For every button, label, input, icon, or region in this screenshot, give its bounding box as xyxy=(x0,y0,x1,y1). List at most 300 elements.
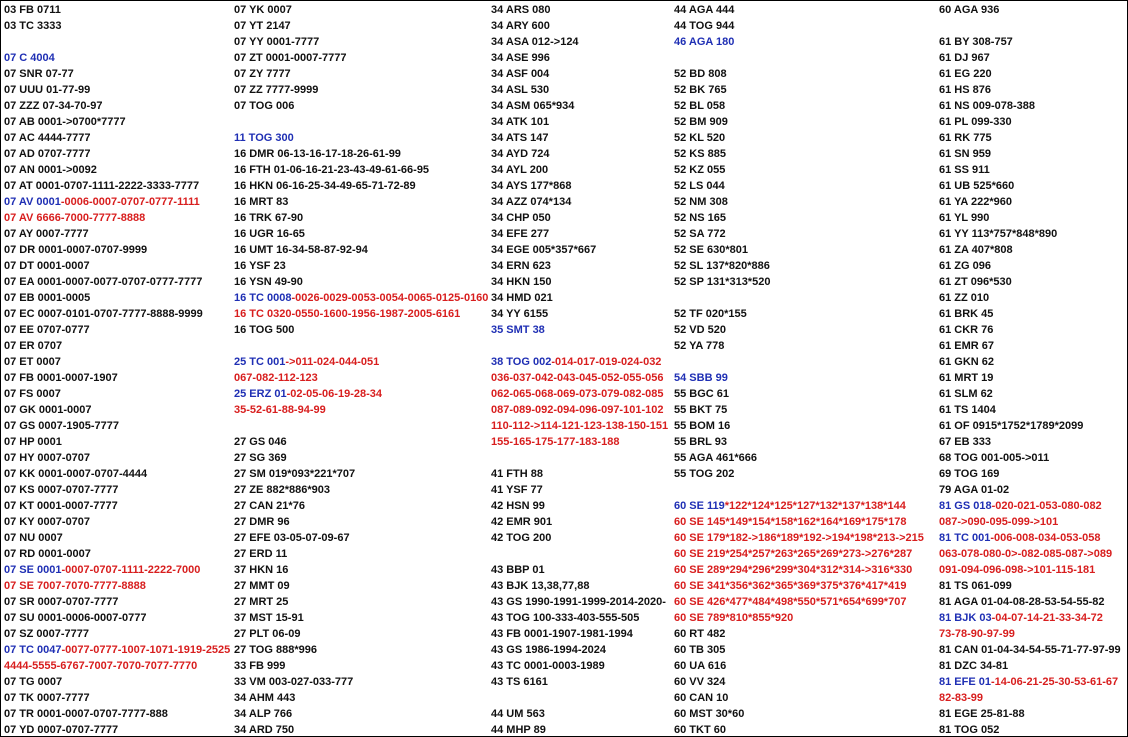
plate-entry xyxy=(491,226,668,242)
plate-entry xyxy=(4,386,230,402)
entry-text: 07 SZ 0007-7777 xyxy=(4,628,90,640)
plate-entry xyxy=(939,418,1121,434)
entry-text: 07 UUU 01-77-99 xyxy=(4,84,91,96)
entry-text: 27 MMT 09 xyxy=(234,580,290,592)
entry-text-red: -04-07-14-21-33-34-72 xyxy=(991,612,1103,624)
plate-entry xyxy=(939,338,1121,354)
entry-text-red: 110-112->114-121-123-138-150-151 xyxy=(491,420,669,432)
plate-entry xyxy=(4,658,230,674)
entry-text: 07 KS 0007-0707-7777 xyxy=(4,484,119,496)
entry-text: 67 EB 333 xyxy=(939,436,991,448)
entry-text-blue: 81 GS 018 xyxy=(939,500,992,512)
plate-entry xyxy=(939,34,1121,50)
plate-entry xyxy=(674,418,924,434)
plate-entry xyxy=(4,338,230,354)
plate-entry xyxy=(234,610,488,626)
entry-text: 60 CAN 10 xyxy=(674,692,729,704)
entry-text: 81 TOG 052 xyxy=(939,724,1000,736)
entry-text: 07 HP 0001 xyxy=(4,436,62,448)
entry-text: 07 FS 0007 xyxy=(4,388,61,400)
plate-entry xyxy=(234,690,488,706)
plate-entry xyxy=(674,402,924,418)
plate-entry xyxy=(4,626,230,642)
entry-text-blue: 81 BJK 03 xyxy=(939,612,992,624)
plate-entry xyxy=(674,210,924,226)
plate-entry xyxy=(234,2,488,18)
entry-text: 43 TS 6161 xyxy=(491,676,548,688)
entry-text-blue: 81 EFE 01 xyxy=(939,676,991,688)
entry-text: 69 TOG 169 xyxy=(939,468,1000,480)
entry-text-red: 60 SE 289*294*296*299*304*312*314->316*330 xyxy=(674,564,913,576)
entry-text: 81 CAN 01-04-34-54-55-71-77-97-99 xyxy=(939,644,1121,656)
entry-text: 27 CAN 21*76 xyxy=(234,500,305,512)
plate-entry xyxy=(491,2,668,18)
entry-text-red: 73-78-90-97-99 xyxy=(939,628,1015,640)
plate-entry xyxy=(491,354,668,370)
entry-text-red: 063-078-080-0>-082-085-087->089 xyxy=(939,548,1113,560)
entry-text: 07 YT 2147 xyxy=(234,20,291,32)
plate-entry xyxy=(491,594,668,610)
entry-text: 52 BD 808 xyxy=(674,68,727,80)
plate-entry xyxy=(4,610,230,626)
plate-entry xyxy=(234,98,488,114)
plate-entry xyxy=(939,258,1121,274)
plate-entry xyxy=(939,178,1121,194)
plate-entry xyxy=(491,658,668,674)
plate-entry xyxy=(939,66,1121,82)
plate-entry xyxy=(491,194,668,210)
entry-text: 34 ASM 065*934 xyxy=(491,100,575,112)
plate-entry xyxy=(491,706,668,722)
plate-entry xyxy=(674,690,924,706)
entry-text: 07 ZZZ 07-34-70-97 xyxy=(4,100,103,112)
entry-text: 43 GS 1990-1991-1999-2014-2020- xyxy=(491,596,666,608)
plate-entry xyxy=(939,50,1121,66)
plate-entry xyxy=(939,674,1121,690)
plate-entry xyxy=(939,450,1121,466)
plate-entry xyxy=(234,210,488,226)
entry-text: 34 CHP 050 xyxy=(491,212,551,224)
plate-entry xyxy=(234,386,488,402)
plate-entry xyxy=(939,722,1121,737)
plate-entry xyxy=(234,50,488,66)
entry-text: 34 AYD 724 xyxy=(491,148,550,160)
entry-text: 07 ET 0007 xyxy=(4,356,61,368)
plate-entry xyxy=(4,642,230,658)
entry-text: 07 AB 0001->0700*7777 xyxy=(4,116,126,128)
column-2 xyxy=(234,2,488,737)
plate-entry xyxy=(234,242,488,258)
plate-entry xyxy=(4,50,230,66)
entry-text-blue: 35 SMT 38 xyxy=(491,324,545,336)
plate-entry xyxy=(491,306,668,322)
plate-entry xyxy=(491,530,668,546)
entry-text: 34 AHM 443 xyxy=(234,692,296,704)
entry-text: 07 TG 0007 xyxy=(4,676,63,688)
plate-entry xyxy=(491,370,668,386)
plate-entry xyxy=(4,114,230,130)
plate-entry xyxy=(939,2,1121,18)
entry-text: 60 AGA 936 xyxy=(939,4,1000,16)
entry-text: 43 GS 1986-1994-2024 xyxy=(491,644,606,656)
entry-text: 16 DMR 06-13-16-17-18-26-61-99 xyxy=(234,148,401,160)
plate-entry xyxy=(491,402,668,418)
entry-text: 52 NM 308 xyxy=(674,196,728,208)
plate-entry xyxy=(939,578,1121,594)
blank-row xyxy=(234,338,488,354)
entry-text-red: -0077-0777-1007-1071-1919-2525 xyxy=(61,644,231,656)
plate-entry xyxy=(674,98,924,114)
entry-text: 07 SR 0007-0707-7777 xyxy=(4,596,119,608)
plate-entry xyxy=(491,674,668,690)
entry-text: 34 ATK 101 xyxy=(491,116,550,128)
entry-text: 52 BM 909 xyxy=(674,116,728,128)
plate-entry xyxy=(491,130,668,146)
plate-entry xyxy=(939,706,1121,722)
entry-text: 55 TOG 202 xyxy=(674,468,735,480)
plate-entry xyxy=(674,562,924,578)
entry-text: 34 AYL 200 xyxy=(491,164,549,176)
plate-entry xyxy=(674,514,924,530)
entry-text: 34 ATS 147 xyxy=(491,132,549,144)
entry-text: 43 TOG 100-333-403-555-505 xyxy=(491,612,640,624)
plate-entry xyxy=(234,194,488,210)
entry-text-blue: 07 SE 0001 xyxy=(4,564,62,576)
plate-entry xyxy=(491,210,668,226)
entry-text-red: 60 SE 179*182->186*189*192->194*198*213->215 xyxy=(674,532,924,544)
plate-entry xyxy=(674,274,924,290)
plate-entry xyxy=(4,258,230,274)
entry-text: 07 AN 0001->0092 xyxy=(4,164,97,176)
entry-text: 61 YA 222*960 xyxy=(939,196,1012,208)
entry-text: 61 SLM 62 xyxy=(939,388,993,400)
entry-text-red: 60 SE 789*810*855*920 xyxy=(674,612,794,624)
plate-entry xyxy=(4,306,230,322)
entry-text: 16 MRT 83 xyxy=(234,196,289,208)
blank-row xyxy=(234,418,488,434)
entry-text: 07 TK 0007-7777 xyxy=(4,692,90,704)
entry-text: 42 TOG 200 xyxy=(491,532,552,544)
entry-text: 52 YA 778 xyxy=(674,340,725,352)
entry-text: 07 ZY 7777 xyxy=(234,68,291,80)
entry-text: 61 ZT 096*530 xyxy=(939,276,1012,288)
plate-entry xyxy=(674,386,924,402)
plate-entry xyxy=(4,546,230,562)
plate-entry xyxy=(939,242,1121,258)
plate-entry xyxy=(234,530,488,546)
plate-entry xyxy=(491,66,668,82)
plate-entry xyxy=(234,402,488,418)
entry-text: 60 RT 482 xyxy=(674,628,726,640)
entry-text-red: 16 TC 0320-0550-1600-1956-1987-2005-6161 xyxy=(234,308,461,320)
plate-entry xyxy=(491,322,668,338)
entry-text: 03 TC 3333 xyxy=(4,20,62,32)
plate-entry xyxy=(674,66,924,82)
plate-entry xyxy=(234,498,488,514)
plate-entry xyxy=(491,498,668,514)
entry-text-blue: 60 SE 119 xyxy=(674,500,725,512)
plate-entry xyxy=(939,274,1121,290)
entry-text: 07 TR 0001-0007-0707-7777-888 xyxy=(4,708,168,720)
blank-row xyxy=(491,338,668,354)
entry-text: 16 YSN 49-90 xyxy=(234,276,303,288)
plate-entry xyxy=(674,450,924,466)
plate-entry xyxy=(674,498,924,514)
plate-entry xyxy=(674,530,924,546)
entry-text: 55 AGA 461*666 xyxy=(674,452,757,464)
entry-text: 61 MRT 19 xyxy=(939,372,994,384)
entry-text-red: 82-83-99 xyxy=(939,692,984,704)
entry-text-red: *122*124*125*127*132*137*138*144 xyxy=(724,500,906,512)
plate-entry xyxy=(234,466,488,482)
entry-text: 52 BK 765 xyxy=(674,84,727,96)
plate-entry xyxy=(939,162,1121,178)
plate-entry xyxy=(939,514,1121,530)
entry-text: 34 ARD 750 xyxy=(234,724,295,736)
plate-entry xyxy=(674,626,924,642)
entry-text-red: -020-021-053-080-082 xyxy=(991,500,1102,512)
plate-entry xyxy=(674,242,924,258)
plate-entry xyxy=(234,306,488,322)
entry-text-red: 087->090-095-099->101 xyxy=(939,516,1059,528)
entry-text: 81 DZC 34-81 xyxy=(939,660,1009,672)
entry-text: 27 ERD 11 xyxy=(234,548,288,560)
entry-text-blue: 25 ERZ 01 xyxy=(234,388,287,400)
entry-text-red: 60 SE 145*149*154*158*162*164*169*175*178 xyxy=(674,516,907,528)
plate-entry xyxy=(234,82,488,98)
entry-text: 61 NS 009-078-388 xyxy=(939,100,1036,112)
entry-text: 60 MST 30*60 xyxy=(674,708,745,720)
entry-text-red: 4444-5555-6767-7007-7070-7077-7770 xyxy=(4,660,198,672)
entry-text: 61 TS 1404 xyxy=(939,404,996,416)
entry-text-blue: 81 TC 001 xyxy=(939,532,991,544)
plate-entry xyxy=(491,418,668,434)
blank-row xyxy=(674,354,924,370)
entry-text: 34 AYS 177*868 xyxy=(491,180,572,192)
entry-text: 34 HKN 150 xyxy=(491,276,552,288)
plate-entry xyxy=(674,610,924,626)
plate-entry xyxy=(491,146,668,162)
entry-text: 55 BRL 93 xyxy=(674,436,727,448)
entry-text: 61 GKN 62 xyxy=(939,356,995,368)
blank-row xyxy=(674,50,924,66)
entry-text: 07 RD 0001-0007 xyxy=(4,548,91,560)
entry-text: 42 HSN 99 xyxy=(491,500,545,512)
plate-entry xyxy=(674,434,924,450)
plate-entry xyxy=(674,706,924,722)
plate-entry xyxy=(234,34,488,50)
plate-entry xyxy=(4,594,230,610)
plate-entry xyxy=(234,130,488,146)
entry-text: 61 EG 220 xyxy=(939,68,992,80)
entry-text-blue: 16 TC 0008 xyxy=(234,292,292,304)
plate-entry xyxy=(491,722,668,737)
entry-text: 61 YY 113*757*848*890 xyxy=(939,228,1058,240)
entry-text: 07 KY 0007-0707 xyxy=(4,516,91,528)
entry-text: 61 BRK 45 xyxy=(939,308,994,320)
plate-entry xyxy=(674,658,924,674)
entry-text: 27 GS 046 xyxy=(234,436,287,448)
plate-entry xyxy=(491,610,668,626)
entry-text: 34 EFE 277 xyxy=(491,228,550,240)
entry-text: 34 ARS 080 xyxy=(491,4,551,16)
plate-entry xyxy=(4,354,230,370)
entry-text: 07 FB 0001-0007-1907 xyxy=(4,372,118,384)
plate-entry xyxy=(674,226,924,242)
plate-entry xyxy=(491,562,668,578)
plate-entry xyxy=(939,690,1121,706)
plate-entry xyxy=(4,466,230,482)
entry-text: 52 NS 165 xyxy=(674,212,726,224)
plate-entry xyxy=(491,82,668,98)
entry-text: 07 HY 0007-0707 xyxy=(4,452,91,464)
plate-entry xyxy=(491,50,668,66)
entry-text: 27 TOG 888*996 xyxy=(234,644,317,656)
plate-entry xyxy=(234,226,488,242)
plate-entry xyxy=(491,162,668,178)
plate-entry xyxy=(939,114,1121,130)
plate-entry xyxy=(234,626,488,642)
plate-entry xyxy=(234,482,488,498)
entry-text: 34 AZZ 074*134 xyxy=(491,196,572,208)
plate-entry xyxy=(234,450,488,466)
entry-text: 52 SA 772 xyxy=(674,228,726,240)
plate-entry xyxy=(674,578,924,594)
entry-text: 34 ALP 766 xyxy=(234,708,293,720)
plate-entry xyxy=(234,674,488,690)
entry-text: 34 ERN 623 xyxy=(491,260,551,272)
plate-entry xyxy=(234,162,488,178)
entry-text: 07 YY 0001-7777 xyxy=(234,36,320,48)
plate-entry xyxy=(4,66,230,82)
entry-text: 07 KT 0001-0007-7777 xyxy=(4,500,118,512)
plate-entry xyxy=(674,2,924,18)
entry-text-red: -0006-0007-0707-0777-1111 xyxy=(60,196,200,208)
plate-entry xyxy=(674,306,924,322)
entry-text: 61 SS 911 xyxy=(939,164,990,176)
plate-entry xyxy=(674,82,924,98)
entry-text: 61 ZZ 010 xyxy=(939,292,990,304)
entry-text: 03 FB 0711 xyxy=(4,4,61,16)
plate-entry xyxy=(4,146,230,162)
entry-text: 33 VM 003-027-033-777 xyxy=(234,676,354,688)
plate-entry xyxy=(939,402,1121,418)
entry-text: 81 AGA 01-04-08-28-53-54-55-82 xyxy=(939,596,1105,608)
entry-text: 60 UA 616 xyxy=(674,660,727,672)
entry-text-red: 062-065-068-069-073-079-082-085 xyxy=(491,388,664,400)
entry-text-red: 60 SE 341*356*362*365*369*375*376*417*419 xyxy=(674,580,907,592)
entry-text: 52 KL 520 xyxy=(674,132,726,144)
plate-entry xyxy=(4,498,230,514)
plate-entry xyxy=(4,210,230,226)
entry-text: 34 YY 6155 xyxy=(491,308,549,320)
entry-text: 07 ZZ 7777-9999 xyxy=(234,84,319,96)
entry-text: 07 AY 0007-7777 xyxy=(4,228,89,240)
entry-text: 43 FB 0001-1907-1981-1994 xyxy=(491,628,633,640)
plate-entry xyxy=(939,370,1121,386)
blank-row xyxy=(674,482,924,498)
plate-entry xyxy=(4,562,230,578)
plate-entry xyxy=(939,306,1121,322)
entry-text-red: ->011-024-044-051 xyxy=(285,356,380,368)
entry-text: 60 TKT 60 xyxy=(674,724,726,736)
plate-entry xyxy=(4,162,230,178)
entry-text: 34 ASE 996 xyxy=(491,52,550,64)
entry-text-red: 087-089-092-094-096-097-101-102 xyxy=(491,404,664,416)
entry-text: 34 ASF 004 xyxy=(491,68,550,80)
plate-entry xyxy=(4,2,230,18)
plate-entry xyxy=(491,274,668,290)
plate-entry xyxy=(939,546,1121,562)
entry-text: 07 EA 0001-0007-0077-0707-0777-7777 xyxy=(4,276,203,288)
plate-entry xyxy=(939,658,1121,674)
entry-text: 44 AGA 444 xyxy=(674,4,735,16)
entry-text-red: 60 SE 219*254*257*263*265*269*273->276*287 xyxy=(674,548,913,560)
entry-text: 61 OF 0915*1752*1789*2099 xyxy=(939,420,1084,432)
entry-text-red: -14-06-21-25-30-53-61-67 xyxy=(990,676,1119,688)
plate-entry xyxy=(4,530,230,546)
entry-text: 34 EGE 005*357*667 xyxy=(491,244,597,256)
entry-text: 34 ASA 012->124 xyxy=(491,36,579,48)
entry-text: 07 AD 0707-7777 xyxy=(4,148,91,160)
entry-text: 27 DMR 96 xyxy=(234,516,290,528)
entry-text: 07 NU 0007 xyxy=(4,532,63,544)
entry-text-red: 036-037-042-043-045-052-055-056 xyxy=(491,372,664,384)
entry-text: 07 GS 0007-1905-7777 xyxy=(4,420,119,432)
entry-text: 27 SG 369 xyxy=(234,452,287,464)
plate-entry xyxy=(674,114,924,130)
entry-text-red: 155-165-175-177-183-188 xyxy=(491,436,620,448)
entry-text-blue: 38 TOG 002 xyxy=(491,356,552,368)
entry-text: 07 KK 0001-0007-0707-4444 xyxy=(4,468,148,480)
plate-entry xyxy=(939,530,1121,546)
entry-text: 43 TC 0001-0003-1989 xyxy=(491,660,605,672)
entry-text: 44 UM 563 xyxy=(491,708,545,720)
plate-entry xyxy=(4,482,230,498)
plate-entry xyxy=(234,722,488,737)
plate-entry xyxy=(674,194,924,210)
entry-text: 16 HKN 06-16-25-34-49-65-71-72-89 xyxy=(234,180,416,192)
entry-text: 07 AC 4444-7777 xyxy=(4,132,91,144)
entry-text: 34 ARY 600 xyxy=(491,20,550,32)
entry-text: 43 BJK 13,38,77,88 xyxy=(491,580,590,592)
entry-text: 07 AT 0001-0707-1111-2222-3333-7777 xyxy=(4,180,200,192)
plate-entry xyxy=(4,226,230,242)
plate-entry xyxy=(491,466,668,482)
plate-entry xyxy=(674,322,924,338)
plate-entry xyxy=(4,402,230,418)
entry-text: 07 YD 0007-0707-7777 xyxy=(4,724,119,736)
plate-entry xyxy=(674,466,924,482)
plate-entry xyxy=(674,18,924,34)
entry-text-red: 091-094-096-098->101-115-181 xyxy=(939,564,1096,576)
entry-text: 07 SNR 07-77 xyxy=(4,68,74,80)
entry-text: 60 VV 324 xyxy=(674,676,726,688)
plate-entry xyxy=(4,578,230,594)
plate-entry xyxy=(491,178,668,194)
entry-text-blue: 25 TC 001 xyxy=(234,356,286,368)
plate-entry xyxy=(4,98,230,114)
entry-text: 27 SM 019*093*221*707 xyxy=(234,468,356,480)
entry-text: 16 YSF 23 xyxy=(234,260,286,272)
entry-text-red: -02-05-06-19-28-34 xyxy=(286,388,382,400)
entry-text: 44 TOG 944 xyxy=(674,20,735,32)
plate-entry xyxy=(939,610,1121,626)
plate-entry xyxy=(674,546,924,562)
plate-entry xyxy=(234,546,488,562)
entry-text: 61 DJ 967 xyxy=(939,52,990,64)
entry-text: 16 UGR 16-65 xyxy=(234,228,305,240)
